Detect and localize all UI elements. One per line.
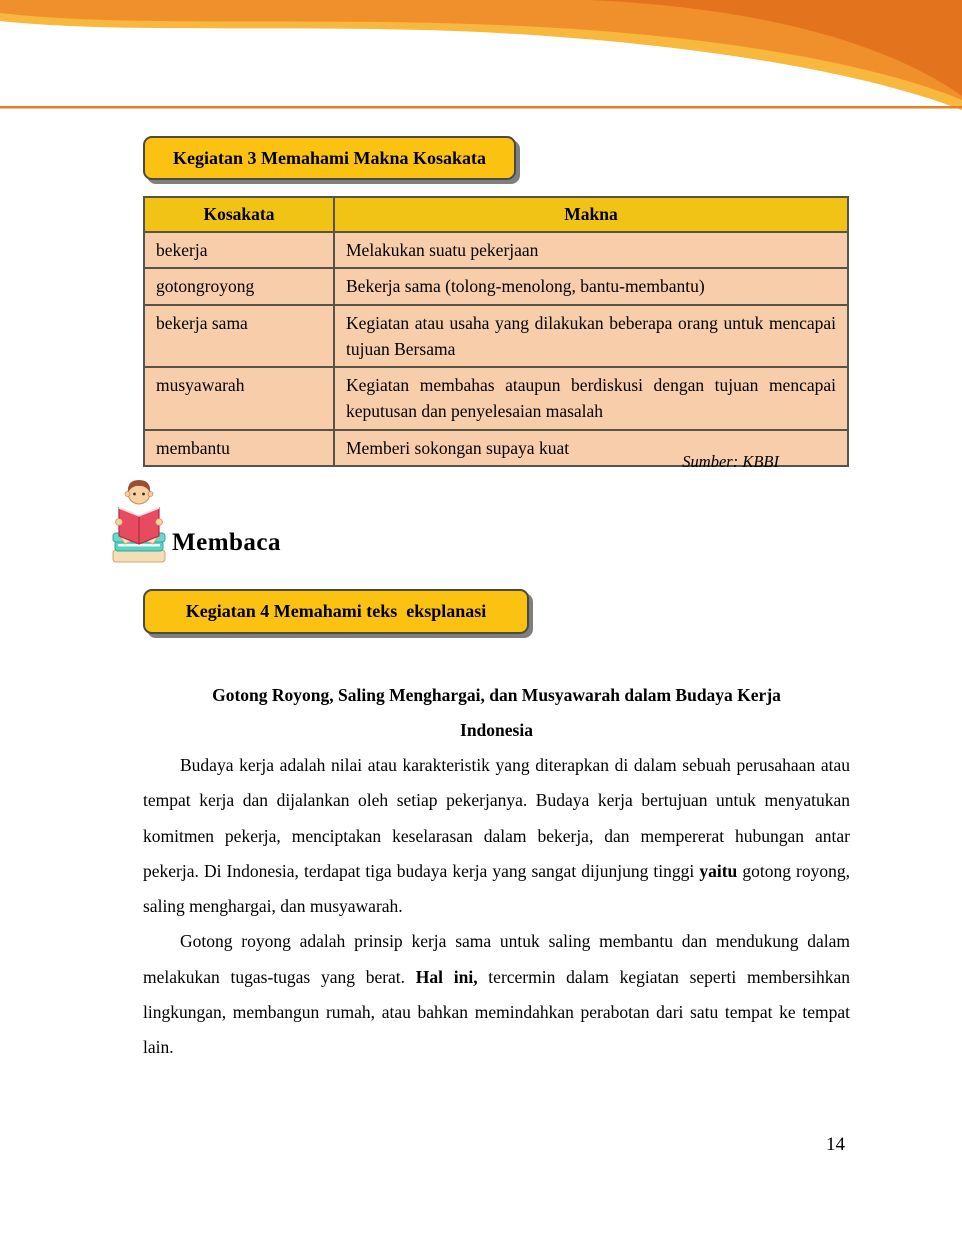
kegiatan-4-banner — [143, 589, 529, 634]
table-row — [144, 367, 848, 430]
makna-cell: Kegiatan atau usaha yang dilakukan beberapa orang untuk mencapai tujuan Bersama — [334, 305, 848, 368]
article-title-line1: Gotong Royong, Saling Menghargai, dan Musyawarah dalam Budaya Kerja — [212, 685, 781, 705]
page-number: 14 — [826, 1134, 845, 1155]
makna-cell: Bekerja sama (tolong-menolong, bantu-membantu) — [334, 268, 848, 304]
section-heading-membaca: Membaca — [172, 529, 282, 556]
kegiatan-4-banner-label: Kegiatan 4 Memahami teks eksplanasi — [185, 601, 487, 621]
kosakata-cell: membantu — [144, 430, 334, 466]
header-swoosh-decoration — [0, 0, 962, 112]
table-row — [144, 268, 848, 304]
kosakata-cell: gotongroyong — [144, 268, 334, 304]
table-header-row — [144, 197, 848, 232]
makna-cell: Melakukan suatu pekerjaan — [334, 232, 848, 268]
kegiatan-3-banner-label: Kegiatan 3 Memahami Makna Kosakata — [173, 147, 486, 168]
makna-cell: Memberi sokongan supaya kuat — [334, 430, 848, 466]
makna-cell: Kegiatan membahas ataupun berdiskusi dengan tujuan mencapai keputusan dan penyelesaian masalah — [334, 367, 848, 430]
col-header-makna: Makna — [334, 197, 848, 232]
table-row — [144, 305, 848, 368]
kosakata-cell: bekerja sama — [144, 305, 334, 368]
vocab-table — [143, 196, 849, 467]
article-paragraph: Gotong royong adalah prinsip kerja sama untuk saling membantu dan mendukung dalam melakukan tugas-tugas yang berat. Hal ini, tercermin dalam kegiatan seperti membersihkan lingkungan, membangun rumah, atau bahkan memindahkan perabotan dari satu tempat ke tempat lain. — [143, 931, 850, 1058]
article-title-line2: Indonesia — [460, 720, 533, 740]
kosakata-cell: bekerja — [144, 232, 334, 268]
kosakata-cell: musyawarah — [144, 367, 334, 430]
child-reading-icon — [107, 478, 171, 564]
table-row — [144, 232, 848, 268]
header-rule — [0, 106, 962, 109]
kegiatan-3-banner — [143, 136, 516, 180]
table-source-caption: Sumber: KBBI — [682, 452, 779, 471]
article-paragraph: Budaya kerja adalah nilai atau karakteristik yang diterapkan di dalam sebuah perusahaan atau tempat kerja dan dijalankan oleh setiap pekerjanya. Budaya kerja bertujuan untuk menyatukan komitmen pekerja, menciptakan keselarasan dalam bekerja, dan mempererat hubungan antar pekerja. Di Indonesia, terdapat tiga budaya kerja yang sangat dijunjung tinggi yaitu gotong royong, saling menghargai, dan musyawarah. — [143, 755, 850, 917]
article-title — [143, 678, 850, 748]
article-body — [143, 748, 850, 1066]
col-header-kosakata: Kosakata — [144, 197, 334, 232]
